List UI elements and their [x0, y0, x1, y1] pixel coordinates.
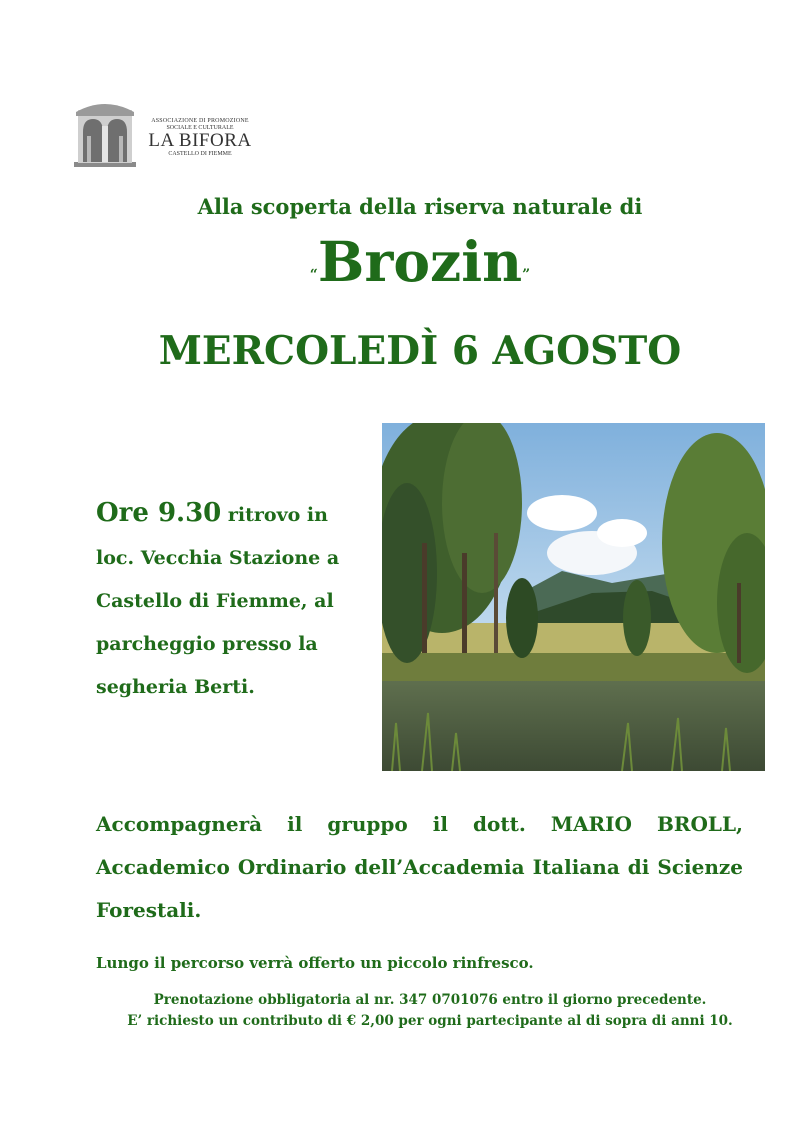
- title-open-quote: “: [309, 267, 318, 283]
- event-subtitle: Alla scoperta della riserva naturale di: [197, 194, 643, 219]
- title-name: Brozin: [317, 229, 523, 294]
- meeting-line-1: [96, 492, 361, 537]
- pond-landscape-photo: [382, 423, 765, 771]
- logo-line-2: SOCIALE E CULTURALE: [166, 125, 234, 131]
- fee-note: E’ richiesto un contributo di € 2,00 per ogni partecipante al di sopra di anni 10.: [127, 1013, 733, 1029]
- event-date: MERCOLEDÌ 6 AGOSTO: [158, 328, 682, 374]
- logo-line-1: ASSOCIAZIONE DI PROMOZIONE: [151, 118, 249, 124]
- refreshment-note: Lungo il percorso verrà offerto un piccolo rinfresco.: [96, 954, 534, 972]
- booking-note: Prenotazione obbligatoria al nr. 347 0701076 entro il giorno precedente.: [153, 992, 707, 1008]
- logo-name: LA BIFORA: [148, 130, 252, 151]
- meeting-info: [96, 492, 361, 709]
- association-logo: [72, 100, 262, 170]
- guide-text: Accompagnerà il gruppo il dott. MARIO BROLL, Accademico Ordinario dell’Accademia Italiana di Scienze Forestali.: [96, 812, 743, 922]
- arched-window-logo-icon: [72, 102, 138, 168]
- logo-place: CASTELLO DI FIEMME: [168, 151, 232, 157]
- meeting-line-5: segheria Berti.: [96, 676, 255, 698]
- event-title: [0, 229, 800, 294]
- meeting-line-2: loc. Vecchia Stazione a: [96, 547, 340, 569]
- meeting-line-4: parcheggio presso la: [96, 633, 318, 655]
- meeting-line-1-rest: ritrovo in: [221, 504, 328, 526]
- meeting-time: Ore 9.30: [96, 498, 222, 528]
- title-close-quote: ”: [522, 267, 531, 283]
- meeting-line-3: Castello di Fiemme, al: [96, 590, 334, 612]
